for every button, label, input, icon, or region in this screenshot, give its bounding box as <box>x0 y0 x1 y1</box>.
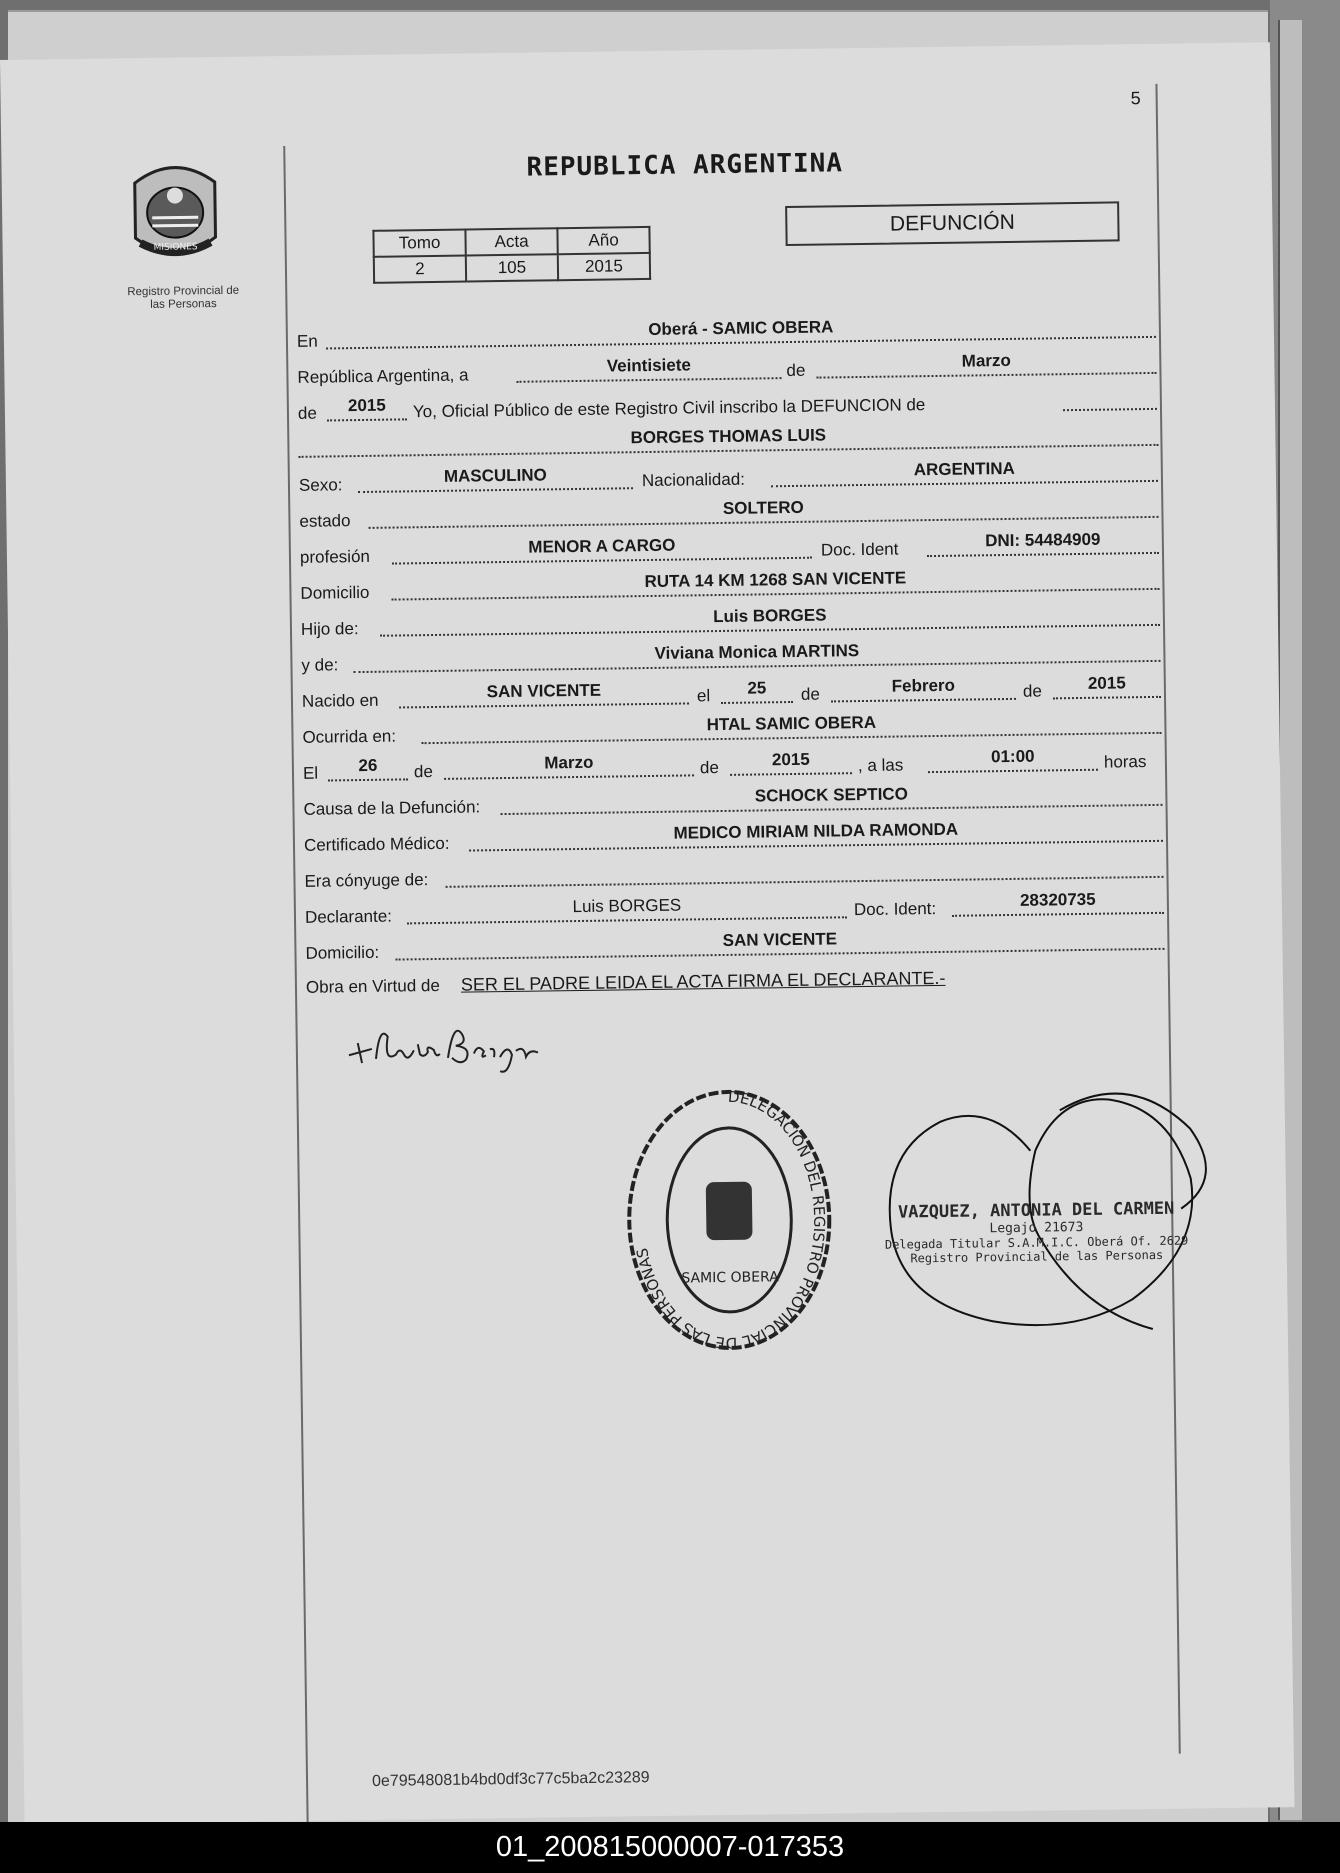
label-hijo: Hijo de: <box>300 619 359 639</box>
field-estado: SOLTERO <box>368 490 1158 529</box>
field-year: 2015 <box>327 392 407 421</box>
label-doc: Doc. Ident <box>820 539 899 560</box>
field-def-anio: 2015 <box>730 746 852 776</box>
label-yde: y de: <box>301 655 339 675</box>
label-de-5: de <box>413 762 434 782</box>
field-def-hora: 01:00 <box>928 743 1098 773</box>
label-profesion: profesión <box>299 546 371 567</box>
registrar-name: VAZQUEZ, ANTONIA DEL CARMEN <box>897 1198 1175 1223</box>
label-domicilio-2: Domicilio: <box>305 942 380 963</box>
field-madre: Viviana Monica MARTINS <box>353 634 1160 673</box>
registry-table <box>372 226 651 284</box>
label-el: el <box>696 686 711 706</box>
office-caption-line1: Registro Provincial de <box>127 284 240 299</box>
field-obra: SER EL PADRE LEIDA EL ACTA FIRMA EL DECLARANTE.- <box>460 967 946 995</box>
field-def-dia: 26 <box>328 752 408 781</box>
field-ocurrida: HTAL SAMIC OBERA <box>421 706 1161 744</box>
label-sexo: Sexo: <box>298 475 343 495</box>
field-month: Marzo <box>816 346 1156 379</box>
field-nacido-mes: Febrero <box>831 672 1016 703</box>
label-republica: República Argentina, a <box>297 365 469 387</box>
document-hash: 0e79548081b4bd0df3c77c5ba2c23289 <box>371 1769 650 1790</box>
registrar-office: Registro Provincial de las Personas <box>910 1247 1164 1266</box>
registry-value-anio: 2015 <box>558 253 650 280</box>
page-number: 5 <box>1130 88 1141 109</box>
label-declarante: Declarante: <box>304 906 393 927</box>
field-doc: DNI: 54484909 <box>927 526 1159 557</box>
label-el-2: El <box>302 763 319 783</box>
label-certificado: Certificado Médico: <box>303 833 450 855</box>
document-title: REPUBLICA ARGENTINA <box>526 148 844 183</box>
field-domicilio: RUTA 14 KM 1268 SAN VICENTE <box>391 562 1159 601</box>
field-blank-1 <box>1063 382 1157 411</box>
registrar-position: Delegada Titular S.A.M.I.C. Oberá Of. 2629 <box>884 1233 1189 1252</box>
field-conyuge <box>445 850 1163 888</box>
field-domicilio-2: SAN VICENTE <box>395 922 1164 961</box>
registry-header-acta: Acta <box>465 228 557 255</box>
seal-ring-text: DELEGACIÓN DEL REGISTRO PROVINCIAL DE LAS PERSONAS <box>632 1087 829 1353</box>
field-certificado: MEDICO MIRIAM NILDA RAMONDA <box>469 814 1163 852</box>
field-doc-2: 28320735 <box>952 886 1164 917</box>
label-domicilio: Domicilio <box>300 582 370 603</box>
field-profesion: MENOR A CARGO <box>392 531 812 565</box>
office-caption <box>103 284 263 312</box>
label-horas: horas <box>1103 752 1147 772</box>
registry-value-tomo: 2 <box>374 256 466 283</box>
label-ocurrida: Ocurrida en: <box>302 726 397 747</box>
label-doc-2: Doc. Ident: <box>853 899 937 920</box>
label-causa: Causa de la Defunción: <box>303 797 481 819</box>
registry-header-tomo: Tomo <box>373 230 465 257</box>
coat-of-arms-logo <box>119 157 231 269</box>
registry-value-row <box>374 253 650 283</box>
field-nacido-anio: 2015 <box>1053 670 1161 700</box>
field-causa: SCHOCK SEPTICO <box>500 778 1162 815</box>
label-de-1: de <box>786 360 806 381</box>
field-def-mes: Marzo <box>444 748 694 779</box>
office-caption-line2: las Personas <box>150 297 217 311</box>
field-deceased-name: BORGES THOMAS LUIS <box>298 418 1158 458</box>
label-de-6: de <box>699 758 720 778</box>
label-nacionalidad: Nacionalidad: <box>641 469 746 491</box>
label-de-4: de <box>1022 681 1042 701</box>
field-padre: Luis BORGES <box>380 598 1160 637</box>
seal-inner-text: SAMIC OBERA <box>681 1269 779 1287</box>
label-en: En <box>296 331 318 351</box>
label-estado: estado <box>299 511 351 531</box>
registrar-name-seal <box>830 1088 1214 1353</box>
field-place: Oberá - SAMIC OBERA <box>326 310 1156 350</box>
registry-header-anio: Año <box>557 227 649 254</box>
field-declarante: Luis BORGES <box>407 890 847 924</box>
label-inscribo: Yo, Oficial Público de este Registro Civil inscribo la DEFUNCION de <box>412 395 926 422</box>
field-day-text: Veintisiete <box>516 351 781 383</box>
scan-footer-code: 01_200815000007-017353 <box>0 1822 1340 1873</box>
field-nacionalidad: ARGENTINA <box>771 454 1158 487</box>
document-page <box>0 42 1295 1825</box>
svg-text:MISIONES: MISIONES <box>153 242 198 253</box>
registrar-legajo: Legajo 21673 <box>989 1219 1084 1237</box>
field-nacido-lugar: SAN VICENTE <box>399 676 689 708</box>
declarant-signature <box>343 1012 564 1085</box>
field-sexo: MASCULINO <box>358 461 633 493</box>
field-nacido-dia: 25 <box>721 675 793 704</box>
label-alas: , a las <box>857 755 904 776</box>
label-conyuge: Era cónyuge de: <box>304 870 429 891</box>
label-de-3: de <box>800 684 820 704</box>
registry-value-acta: 105 <box>466 254 558 281</box>
registry-header-row <box>373 227 649 257</box>
label-de-2: de <box>297 403 318 423</box>
act-type-box: DEFUNCIÓN <box>785 201 1120 246</box>
delegation-round-seal <box>622 1080 836 1353</box>
label-nacido: Nacido en <box>301 690 379 711</box>
label-obra: Obra en Virtud de <box>305 975 440 997</box>
